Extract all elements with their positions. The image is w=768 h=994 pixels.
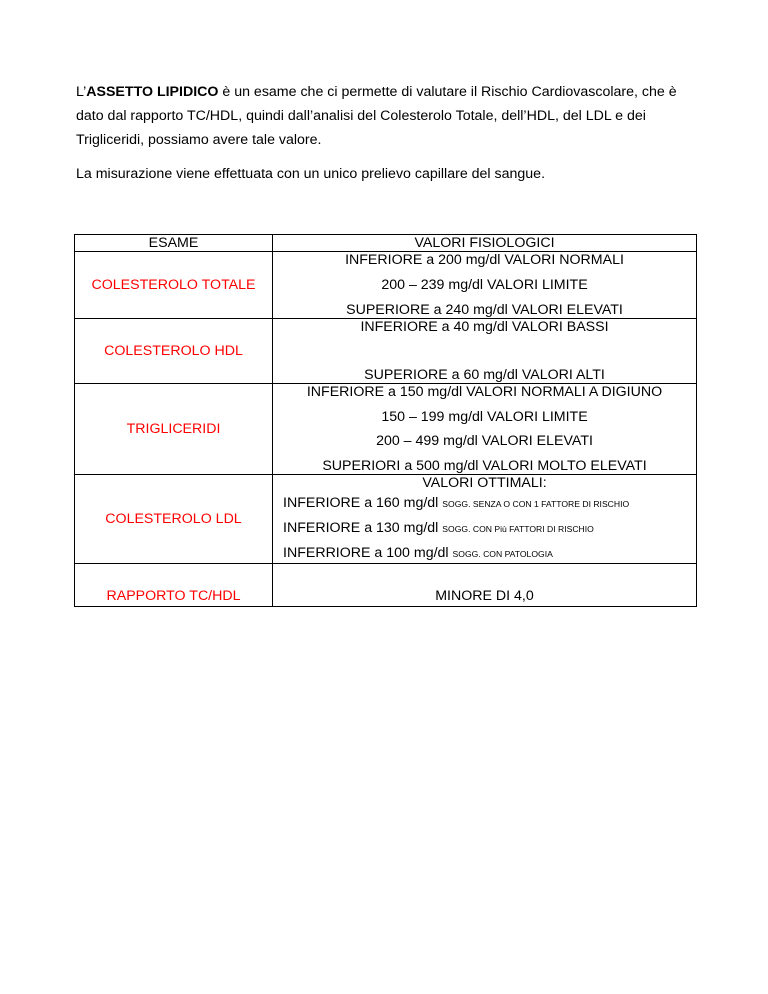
ldl-value-main: INFERIORE a 130 mg/dl (283, 520, 439, 536)
ldl-value-main: INFERRIORE a 100 mg/dl (283, 545, 449, 561)
table-row (75, 252, 697, 319)
ldl-value-note: SOGG. SENZA O CON 1 FATTORE DI RISCHIO (442, 499, 630, 509)
table-row (75, 319, 697, 384)
exam-name-trigliceridi: TRIGLICERIDI (75, 384, 273, 475)
lipid-values-table (74, 234, 697, 607)
values-rapporto-tc-hdl (273, 564, 697, 607)
table-row (75, 564, 697, 607)
values-colesterolo-hdl (273, 319, 697, 384)
table-row (75, 475, 697, 564)
value-line: 200 – 499 mg/dl VALORI ELEVATI (376, 433, 593, 450)
values-colesterolo-totale (273, 252, 697, 319)
value-line: INFERIORE a 200 mg/dl VALORI NORMALI (345, 252, 624, 268)
intro-rest: è un esame che ci permette di valutare il Rischio Cardiovascolare, che è dato dal rapporto TC/HDL, quindi dall’analisi del Colesterolo Totale, dell’HDL, del LDL e dei Trigliceridi, possiamo avere tale valore. (76, 84, 677, 148)
value-line: MINORE DI 4,0 (435, 588, 534, 604)
value-line: 150 – 199 mg/dl VALORI LIMITE (381, 408, 588, 425)
value-line (283, 520, 696, 538)
ldl-value-main: INFERIORE a 160 mg/dl (283, 495, 439, 511)
intro-paragraph-2: La misurazione viene effettuata con un unico prelievo capillare del sangue. (76, 166, 546, 182)
exam-name-colesterolo-ldl: COLESTEROLO LDL (75, 475, 273, 564)
value-line: SUPERIORE a 240 mg/dl VALORI ELEVATI (346, 302, 623, 318)
value-line: INFERIORE a 150 mg/dl VALORI NORMALI A DIGIUNO (306, 384, 663, 400)
header-valori-fisiologici: VALORI FISIOLOGICI (273, 235, 697, 252)
ldl-title: VALORI OTTIMALI: (422, 475, 547, 491)
table-row (75, 384, 697, 475)
exam-name-colesterolo-hdl: COLESTEROLO HDL (75, 319, 273, 384)
intro-bold-term: ASSETTO LIPIDICO (86, 84, 219, 100)
intro-paragraph-1 (76, 80, 706, 152)
exam-name-colesterolo-totale: COLESTEROLO TOTALE (75, 252, 273, 319)
value-line: SUPERIORI a 500 mg/dl VALORI MOLTO ELEVATI (322, 457, 647, 474)
header-esame: ESAME (75, 235, 273, 252)
exam-name-rapporto-tc-hdl: RAPPORTO TC/HDL (75, 564, 273, 607)
ldl-value-note: SOGG. CON Più FATTORI DI RISCHIO (442, 524, 594, 534)
value-line: 200 – 239 mg/dl VALORI LIMITE (381, 277, 588, 293)
value-line (283, 545, 696, 563)
intro-text (76, 80, 706, 186)
intro-prefix: L’ (76, 84, 87, 100)
ldl-value-note: SOGG. CON PATOLOGIA (452, 549, 553, 559)
value-line: SUPERIORE a 60 mg/dl VALORI ALTI (364, 367, 605, 383)
value-line: INFERIORE a 40 mg/dl VALORI BASSI (360, 319, 609, 335)
values-trigliceridi (273, 384, 697, 475)
value-line (283, 495, 696, 513)
values-colesterolo-ldl (273, 475, 697, 564)
table-row-header (75, 235, 697, 252)
